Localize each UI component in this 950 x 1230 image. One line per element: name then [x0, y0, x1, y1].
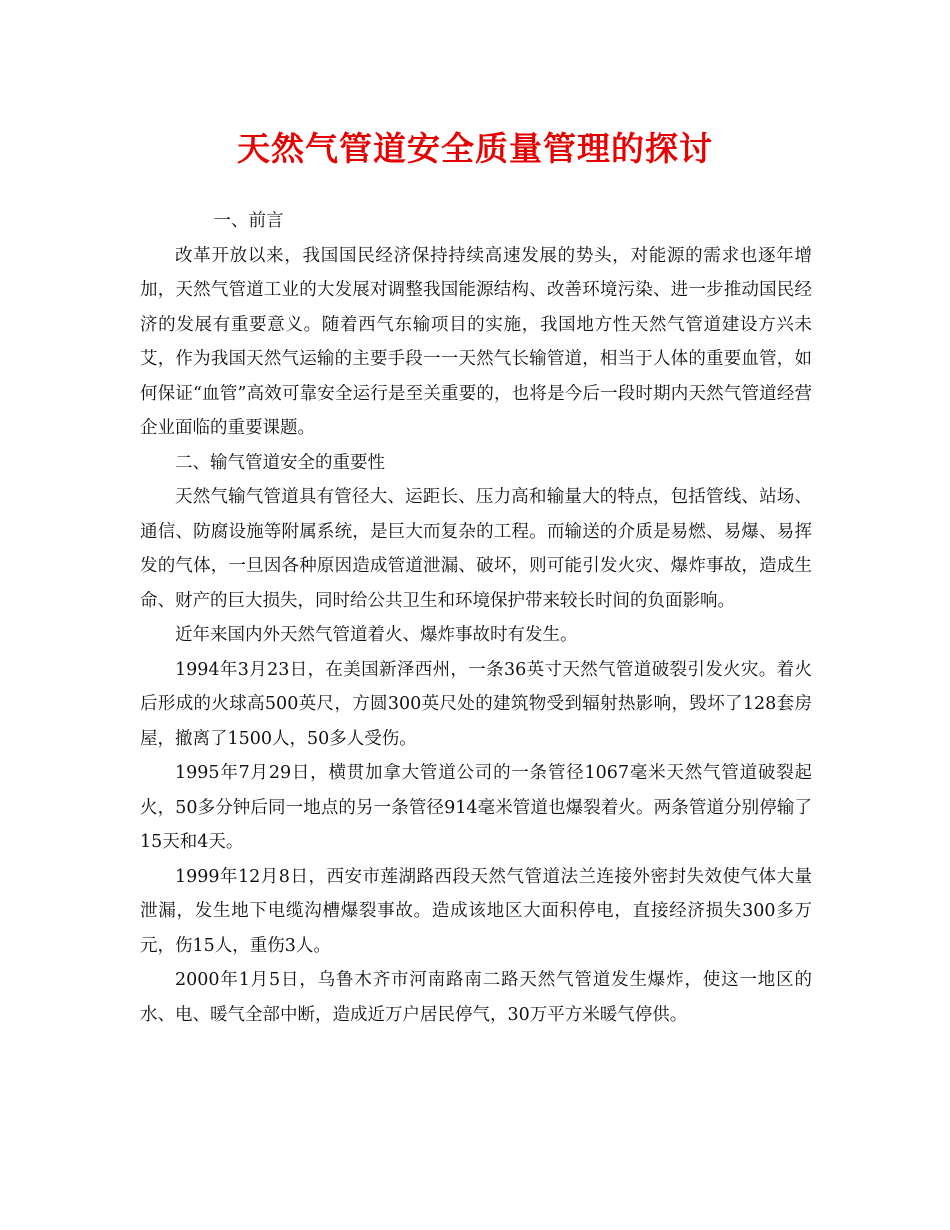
paragraph-preface: 改革开放以来，我国国民经济保持持续高速发展的势头，对能源的需求也逐年增加，天然气管道工业的大发展对调整我国能源结构、改善环境污染、进一步推动国民经济的发展有重要意义。随着西气东输项目的实施，我国地方性天然气管道建设方兴未艾，作为我国天然气运输的主要手段一一天然气长输管道，相当于人体的重要血管，如何保证“血管”高效可靠安全运行是至关重要的，也将是今后一段时期内天然气管道经营企业面临的重要课题。 — [140, 245, 812, 438]
document-title: 天然气管道安全质量管理的探讨 — [237, 129, 713, 168]
paragraph-accidents-intro: 近年来国内外天然气管道着火、爆炸事故时有发生。 — [175, 625, 578, 645]
paragraph-accident-2000: 2000年1月5日，乌鲁木齐市河南路南二路天然气管道发生爆炸，使这一地区的水、电、暖气全部中断，造成近万户居民停气，30万平方米暖气停供。 — [140, 970, 812, 1025]
paragraph-accident-1994: 1994年3月23日，在美国新泽西州，一条36英寸天然气管道破裂引发火灾。着火后形成的火球高500英尺，方圆300英尺处的建筑物受到辐射热影响，毁坏了128套房屋，撤离了1500人，50多人受伤。 — [140, 659, 812, 749]
paragraph-accident-1995: 1995年7月29日，横贯加拿大管道公司的一条管径1067毫米天然气管道破裂起火，50多分钟后同一地点的另一条管径914毫米管道也爆裂着火。两条管道分别停输了15天和4天。 — [140, 763, 812, 852]
section-heading-importance: 二、输气管道安全的重要性 — [175, 452, 385, 473]
paragraph-pipeline-features: 天然气输气管道具有管径大、运距长、压力高和输量大的特点，包括管线、站场、通信、防腐设施等附属系统，是巨大而复杂的工程。而输送的介质是易燃、易爆、易挥发的气体，一旦因各种原因造成管道泄漏、破坏，则可能引发火灾、爆炸事故，造成生命、财产的巨大损失，同时给公共卫生和环境保护带来较长时间的负面影响。 — [140, 487, 812, 611]
paragraph-accident-1999: 1999年12月8日，西安市莲湖路西段天然气管道法兰连接外密封失效使气体大量泄漏，发生地下电缆沟槽爆裂事故。造成该地区大面积停电，直接经济损失300多万元，伤15人，重伤3人。 — [140, 866, 812, 956]
section-heading-preface: 一、前言 — [213, 211, 284, 231]
document-body — [140, 204, 812, 1032]
